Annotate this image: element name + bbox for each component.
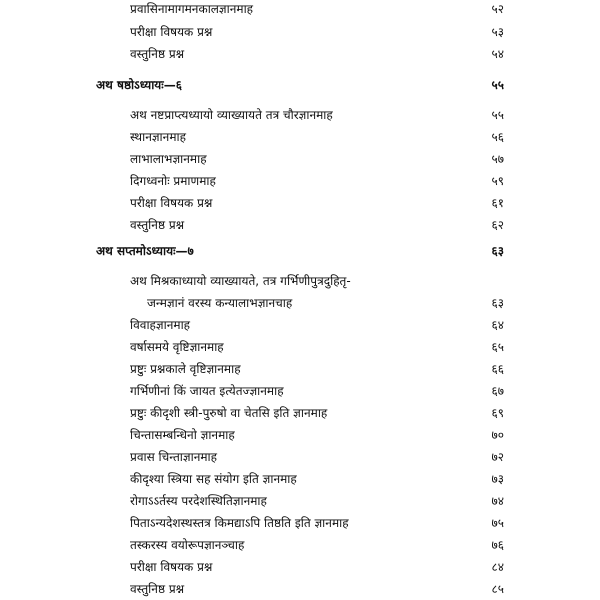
entry-title: स्थानज्ञानमाह [130,130,186,144]
entry-title: वर्षासमये वृष्टिज्ञानमाह [130,340,224,354]
toc-entry [0,193,600,213]
entry-title: प्रवास चिन्ताज्ञानमाह [130,450,218,464]
entry-page-number: ६७ [491,384,504,398]
entry-page-number: ८४ [491,560,504,574]
entry-page-number: ५२ [491,2,504,16]
toc-entry [0,215,600,235]
entry-title: तस्करस्य वयोरूपज्ञानञ्चाह [130,538,245,552]
toc-entry [0,44,600,64]
entry-title: प्रष्टुः प्रश्नकाले वृष्टिज्ञानमाह [130,362,241,376]
toc-entry [0,127,600,147]
toc-entry-continuation [0,293,600,313]
entry-page-number: ७४ [491,494,504,508]
entry-title: चिन्तासम्बन्धिनो ज्ञानमाह [130,428,235,442]
toc-entry [0,535,600,555]
entry-title: गर्भिणीनां किं जायत इत्येतज्ज्ञानमाह [130,384,284,398]
toc-entry [0,315,600,335]
toc-entry [0,337,600,357]
toc-entry [0,149,600,169]
entry-page-number: ६९ [491,406,504,420]
entry-title: जन्मज्ञानं वरस्य कन्यालाभज्ञानचाह [147,296,293,310]
toc-entry [0,271,600,291]
entry-title: दिगध्वनोः प्रमाणमाह [130,174,216,188]
toc-entry [0,22,600,42]
entry-page-number: ७३ [491,472,504,486]
toc-entry [0,557,600,577]
entry-page-number: ६१ [491,196,504,210]
entry-page-number: ५४ [491,47,504,61]
entry-page-number: ६५ [491,340,504,354]
entry-page-number: ७५ [491,516,504,530]
entry-page-number: ७० [491,428,504,442]
entry-page-number: ५३ [491,25,504,39]
entry-page-number: ५६ [491,130,504,144]
chapter-heading [0,75,600,95]
entry-title: वस्तुनिष्ठ प्रश्न [130,47,185,61]
entry-title: प्रष्टुः कीदृशी स्त्री-पुरुषो वा चेतसि इति ज्ञानमाह [130,406,328,420]
entry-title: अथ नष्टप्राप्त्यध्यायो व्याख्यायते तत्र चौरज्ञानमाह [130,108,333,122]
entry-page-number: ७२ [491,450,504,464]
toc-entry [0,359,600,379]
entry-title: परीक्षा विषयक प्रश्न [130,25,213,39]
toc-entry [0,447,600,467]
entry-title: कीदृश्या स्त्रिया सह संयोग इति ज्ञानमाह [130,472,297,486]
entry-title: पिताऽन्यदेशस्थस्तत्र किमद्याऽपि तिष्ठति इति ज्ञानमाह [130,516,349,530]
entry-page-number: ५५ [491,108,504,122]
entry-page-number: ५७ [491,152,504,166]
entry-title: प्रवासिनामागमनकालज्ञानमाह [130,2,254,16]
entry-title: लाभालाभज्ञानमाह [130,152,207,166]
entry-page-number: ६२ [491,218,504,232]
entry-page-number: ६४ [491,318,504,332]
entry-title: अथ मिश्रकाध्यायो व्याख्यायते, तत्र गर्भिणीपुत्रदुहितृ- [130,274,351,288]
entry-title: विवाहज्ञानमाह [130,318,191,332]
entry-title: परीक्षा विषयक प्रश्न [130,196,213,210]
chapter-title: अथ सप्तमोऽध्यायः—७ [96,244,194,258]
toc-entry [0,513,600,533]
entry-title: वस्तुनिष्ठ प्रश्न [130,218,185,232]
entry-title: रोगाऽऽर्तस्य परदेशस्थितिज्ञानमाह [130,494,267,508]
toc-entry [0,0,600,19]
toc-entry [0,171,600,191]
chapter-heading [0,241,600,261]
entry-page-number: ६३ [491,296,504,310]
toc-entry [0,403,600,423]
chapter-page-number: ६३ [491,244,504,258]
toc-entry [0,381,600,401]
entry-page-number: ७६ [491,538,504,552]
entry-title: परीक्षा विषयक प्रश्न [130,560,213,574]
toc-entry [0,425,600,445]
chapter-title: अथ षष्ठोऽध्यायः—६ [96,78,182,92]
chapter-page-number: ५५ [491,78,504,92]
toc-entry [0,469,600,489]
entry-page-number: ६६ [491,362,504,376]
entry-page-number: ८५ [491,582,504,596]
entry-page-number: ५९ [491,174,504,188]
toc-entry [0,579,600,599]
entry-title: वस्तुनिष्ठ प्रश्न [130,582,185,596]
toc-entry [0,491,600,511]
toc-entry [0,105,600,125]
